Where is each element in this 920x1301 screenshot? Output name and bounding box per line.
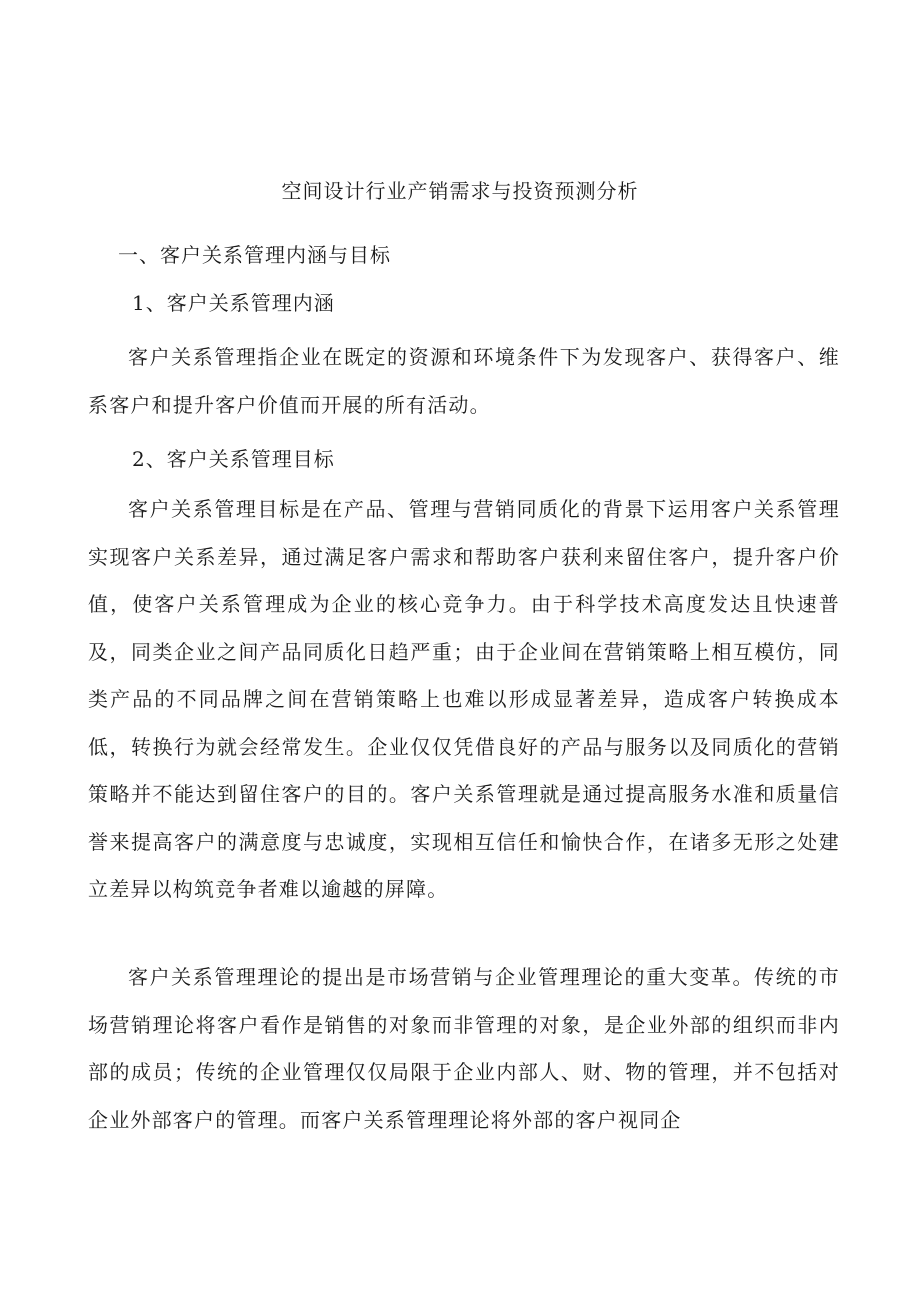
paragraph-1: 客户关系管理指企业在既定的资源和环境条件下为发现客户、获得客户、维系客户和提升客户价值而开展的所有活动。 bbox=[88, 345, 840, 417]
section-heading-1: 一、客户关系管理内涵与目标 bbox=[118, 243, 391, 267]
subsection-heading-1: 1、客户关系管理内涵 bbox=[132, 291, 335, 315]
paragraph-2: 客户关系管理目标是在产品、管理与营销同质化的背景下运用客户关系管理实现客户关系差异，通过满足客户需求和帮助客户获利来留住客户，提升客户价值，使客户关系管理成为企业的核心竞争力。由于科学技术高度发达且快速普及，同类企业之间产品同质化日趋严重；由于企业间在营销策略上相互模仿，同类产品的不同品牌之间在营销策略上也难以形成显著差异，造成客户转换成本低，转换行为就会经常发生。企业仅仅凭借良好的产品与服务以及同质化的营销策略并不能达到留住客户的目的。客户关系管理就是通过提高服务水准和质量信誉来提高客户的满意度与忠诚度，实现相互信任和愉快合作，在诸多无形之处建立差异以构筑竞争者难以逾越的屏障。 bbox=[88, 497, 840, 901]
paragraph-3: 客户关系管理理论的提出是市场营销与企业管理理论的重大变革。传统的市场营销理论将客户看作是销售的对象而非管理的对象，是企业外部的组织而非内部的成员；传统的企业管理仅仅局限于企业内部人、财、物的管理，并不包括对企业外部客户的管理。而客户关系管理理论将外部的客户视同企 bbox=[88, 965, 840, 1132]
subsection-heading-2: 2、客户关系管理目标 bbox=[132, 447, 335, 471]
document-title: 空间设计行业产销需求与投资预测分析 bbox=[281, 179, 639, 203]
